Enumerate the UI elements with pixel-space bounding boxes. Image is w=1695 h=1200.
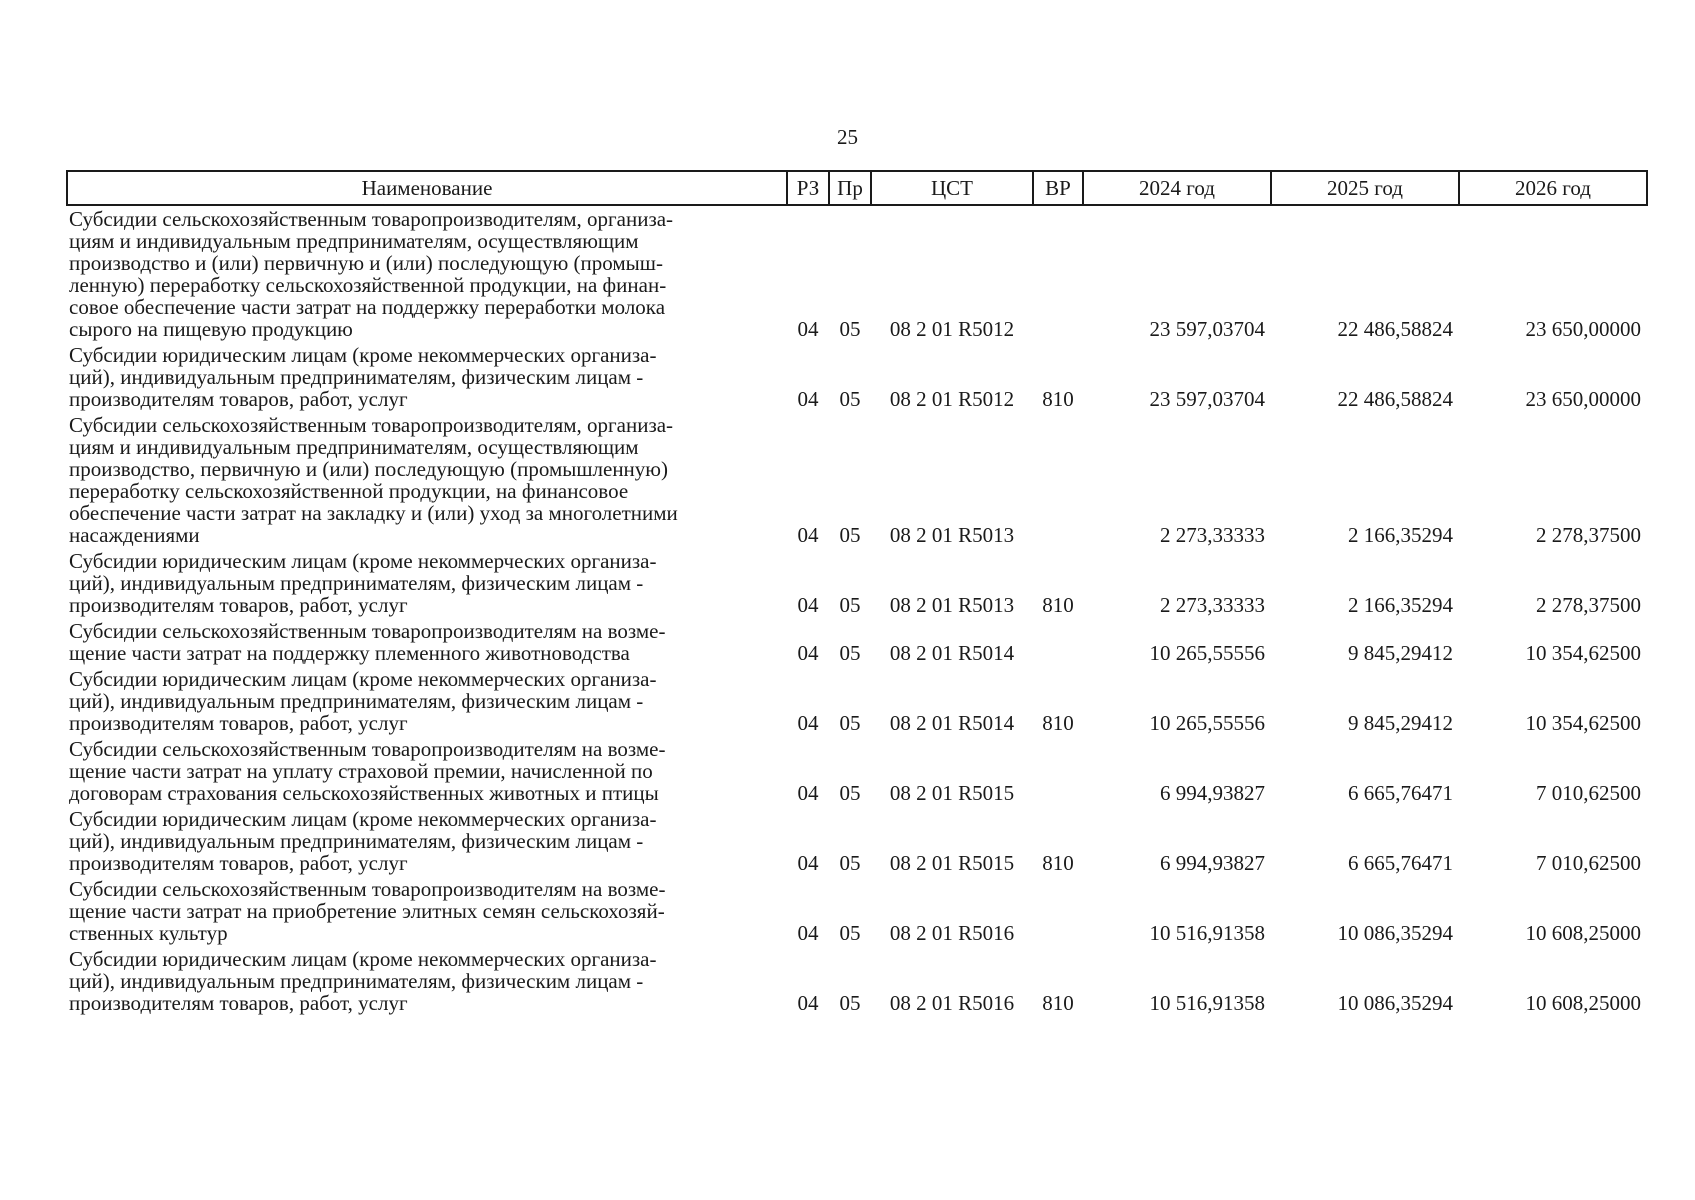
table-row	[67, 205, 1647, 342]
row-pr: 05	[839, 851, 861, 875]
row-rz: 04	[797, 921, 819, 945]
row-2026: 2 278,37500	[1536, 593, 1641, 617]
table-row	[67, 412, 1647, 548]
row-2026: 23 650,00000	[1525, 387, 1641, 411]
row-name-line: ций), индивидуальным предпринимателям, физическим лицам -	[69, 689, 644, 713]
row-vr: 810	[1042, 711, 1074, 735]
row-rz: 04	[797, 851, 819, 875]
row-name-line: циям и индивидуальным предпринимателям, осуществляющим	[69, 435, 639, 459]
row-name-line: Субсидии сельскохозяйственным товаропроизводителям, организа-	[69, 207, 674, 231]
row-name-line: Субсидии сельскохозяйственным товаропроизводителям на возме-	[69, 877, 666, 901]
table-row	[67, 548, 1647, 618]
row-name	[67, 618, 787, 666]
row-cst: 08 2 01 R5014	[889, 641, 1015, 665]
row-vr: 810	[1042, 387, 1074, 411]
row-2025: 2 166,35294	[1348, 523, 1453, 547]
row-2024: 6 994,93827	[1160, 781, 1265, 805]
row-2024: 6 994,93827	[1160, 851, 1265, 875]
row-pr: 05	[839, 523, 861, 547]
row-name-line: щение части затрат на приобретение элитных семян сельскохозяй-	[69, 899, 665, 923]
row-cst: 08 2 01 R5014	[889, 711, 1015, 735]
table-row	[67, 946, 1647, 1016]
header-rz: РЗ	[787, 171, 829, 205]
row-name-line: Субсидии юридическим лицам (кроме некоммерческих организа-	[69, 947, 657, 971]
row-cst: 08 2 01 R5016	[889, 921, 1015, 945]
row-name-line: щение части затрат на поддержку племенного животноводства	[69, 641, 630, 665]
row-cst: 08 2 01 R5015	[889, 781, 1015, 805]
row-name-line: циям и индивидуальным предпринимателям, осуществляющим	[69, 229, 639, 253]
row-rz: 04	[797, 387, 819, 411]
page-number: 25	[837, 125, 858, 149]
row-pr: 05	[839, 921, 861, 945]
row-vr	[1033, 876, 1083, 946]
row-name-line: Субсидии юридическим лицам (кроме некоммерческих организа-	[69, 807, 657, 831]
row-2024: 23 597,03704	[1149, 317, 1265, 341]
row-name-line: Субсидии юридическим лицам (кроме некоммерческих организа-	[69, 549, 657, 573]
row-name-line: ственных культур	[69, 921, 228, 945]
table-row	[67, 876, 1647, 946]
row-name-line: обеспечение части затрат на закладку и (или) уход за многолетними	[69, 501, 678, 525]
row-2025: 9 845,29412	[1348, 641, 1453, 665]
row-name-line: договорам страхования сельскохозяйственных животных и птицы	[69, 781, 659, 805]
row-rz: 04	[797, 317, 819, 341]
row-name-line: щение части затрат на уплату страховой премии, начисленной по	[69, 759, 653, 783]
row-name-line: ций), индивидуальным предпринимателям, физическим лицам -	[69, 829, 644, 853]
row-cst: 08 2 01 R5016	[889, 991, 1015, 1015]
row-vr	[1033, 618, 1083, 666]
row-name-line: совое обеспечение части затрат на поддержку переработки молока	[69, 295, 666, 319]
row-pr: 05	[839, 711, 861, 735]
row-name	[67, 876, 787, 946]
row-rz: 04	[797, 523, 819, 547]
row-name-line: производителям товаров, работ, услуг	[69, 593, 408, 617]
table-row	[67, 666, 1647, 736]
row-name	[67, 342, 787, 412]
row-2025: 22 486,58824	[1337, 387, 1453, 411]
row-2025: 10 086,35294	[1337, 921, 1453, 945]
row-2026: 7 010,62500	[1536, 851, 1641, 875]
header-2024: 2024 год	[1083, 171, 1271, 205]
row-name-line: переработку сельскохозяйственной продукции, на финансовое	[69, 479, 629, 503]
row-rz: 04	[797, 641, 819, 665]
row-name-line: производителям товаров, работ, услуг	[69, 387, 408, 411]
row-name	[67, 666, 787, 736]
row-2024: 2 273,33333	[1160, 593, 1265, 617]
row-cst: 08 2 01 R5012	[889, 317, 1015, 341]
row-2025: 6 665,76471	[1348, 781, 1453, 805]
row-2024: 10 516,91358	[1149, 921, 1265, 945]
row-name-line: производство и (или) первичную и (или) последующую (промыш-	[69, 251, 663, 275]
row-2025: 22 486,58824	[1337, 317, 1453, 341]
row-2026: 7 010,62500	[1536, 781, 1641, 805]
table-header	[67, 171, 1647, 205]
table-body	[67, 205, 1647, 1016]
row-name-line: производителям товаров, работ, услуг	[69, 851, 408, 875]
row-name	[67, 946, 787, 1016]
row-name-line: Субсидии юридическим лицам (кроме некоммерческих организа-	[69, 667, 657, 691]
row-rz: 04	[797, 991, 819, 1015]
row-name	[67, 736, 787, 806]
row-rz: 04	[797, 781, 819, 805]
budget-table	[66, 170, 1648, 1016]
row-name-line: ций), индивидуальным предпринимателям, физическим лицам -	[69, 365, 644, 389]
row-2026: 10 608,25000	[1525, 991, 1641, 1015]
row-name-line: сырого на пищевую продукцию	[69, 317, 353, 341]
row-pr: 05	[839, 991, 861, 1015]
row-pr: 05	[839, 387, 861, 411]
row-name-line: производителям товаров, работ, услуг	[69, 711, 408, 735]
header-2026: 2026 год	[1459, 171, 1647, 205]
row-cst: 08 2 01 R5012	[889, 387, 1015, 411]
row-2026: 2 278,37500	[1536, 523, 1641, 547]
table-row	[67, 342, 1647, 412]
row-2026: 23 650,00000	[1525, 317, 1641, 341]
row-name	[67, 205, 787, 342]
row-2025: 9 845,29412	[1348, 711, 1453, 735]
row-name	[67, 548, 787, 618]
row-2024: 10 516,91358	[1149, 991, 1265, 1015]
row-vr: 810	[1042, 593, 1074, 617]
row-2025: 2 166,35294	[1348, 593, 1453, 617]
row-pr: 05	[839, 593, 861, 617]
row-rz: 04	[797, 711, 819, 735]
row-cst: 08 2 01 R5013	[889, 523, 1015, 547]
row-vr	[1033, 736, 1083, 806]
row-vr	[1033, 412, 1083, 548]
row-name-line: ций), индивидуальным предпринимателям, физическим лицам -	[69, 969, 644, 993]
table-row	[67, 618, 1647, 666]
row-2024: 2 273,33333	[1160, 523, 1265, 547]
row-name	[67, 806, 787, 876]
header-cst: ЦСТ	[871, 171, 1033, 205]
table-row	[67, 736, 1647, 806]
row-vr	[1033, 205, 1083, 342]
header-name: Наименование	[67, 171, 787, 205]
row-pr: 05	[839, 781, 861, 805]
row-name-line: производство, первичную и (или) последующую (промышленную)	[69, 457, 668, 481]
row-2026: 10 354,62500	[1525, 641, 1641, 665]
row-name-line: ций), индивидуальным предпринимателям, физическим лицам -	[69, 571, 644, 595]
row-pr: 05	[839, 641, 861, 665]
row-pr: 05	[839, 317, 861, 341]
row-2026: 10 608,25000	[1525, 921, 1641, 945]
table-row	[67, 806, 1647, 876]
row-name-line: насаждениями	[69, 523, 200, 547]
row-name-line: Субсидии юридическим лицам (кроме некоммерческих организа-	[69, 343, 657, 367]
row-2024: 10 265,55556	[1149, 641, 1265, 665]
row-name-line: производителям товаров, работ, услуг	[69, 991, 408, 1015]
row-vr: 810	[1042, 991, 1074, 1015]
row-2026: 10 354,62500	[1525, 711, 1641, 735]
row-name-line: Субсидии сельскохозяйственным товаропроизводителям на возме-	[69, 737, 666, 761]
row-name	[67, 412, 787, 548]
row-name-line: Субсидии сельскохозяйственным товаропроизводителям на возме-	[69, 619, 666, 643]
row-cst: 08 2 01 R5015	[889, 851, 1015, 875]
row-rz: 04	[797, 593, 819, 617]
row-2024: 23 597,03704	[1149, 387, 1265, 411]
row-2025: 6 665,76471	[1348, 851, 1453, 875]
header-pr: Пр	[829, 171, 871, 205]
header-2025: 2025 год	[1271, 171, 1459, 205]
row-name-line: Субсидии сельскохозяйственным товаропроизводителям, организа-	[69, 413, 674, 437]
row-cst: 08 2 01 R5013	[889, 593, 1015, 617]
header-vr: ВР	[1033, 171, 1083, 205]
row-2024: 10 265,55556	[1149, 711, 1265, 735]
row-2025: 10 086,35294	[1337, 991, 1453, 1015]
row-name-line: ленную) переработку сельскохозяйственной продукции, на финан-	[69, 273, 667, 297]
row-vr: 810	[1042, 851, 1074, 875]
